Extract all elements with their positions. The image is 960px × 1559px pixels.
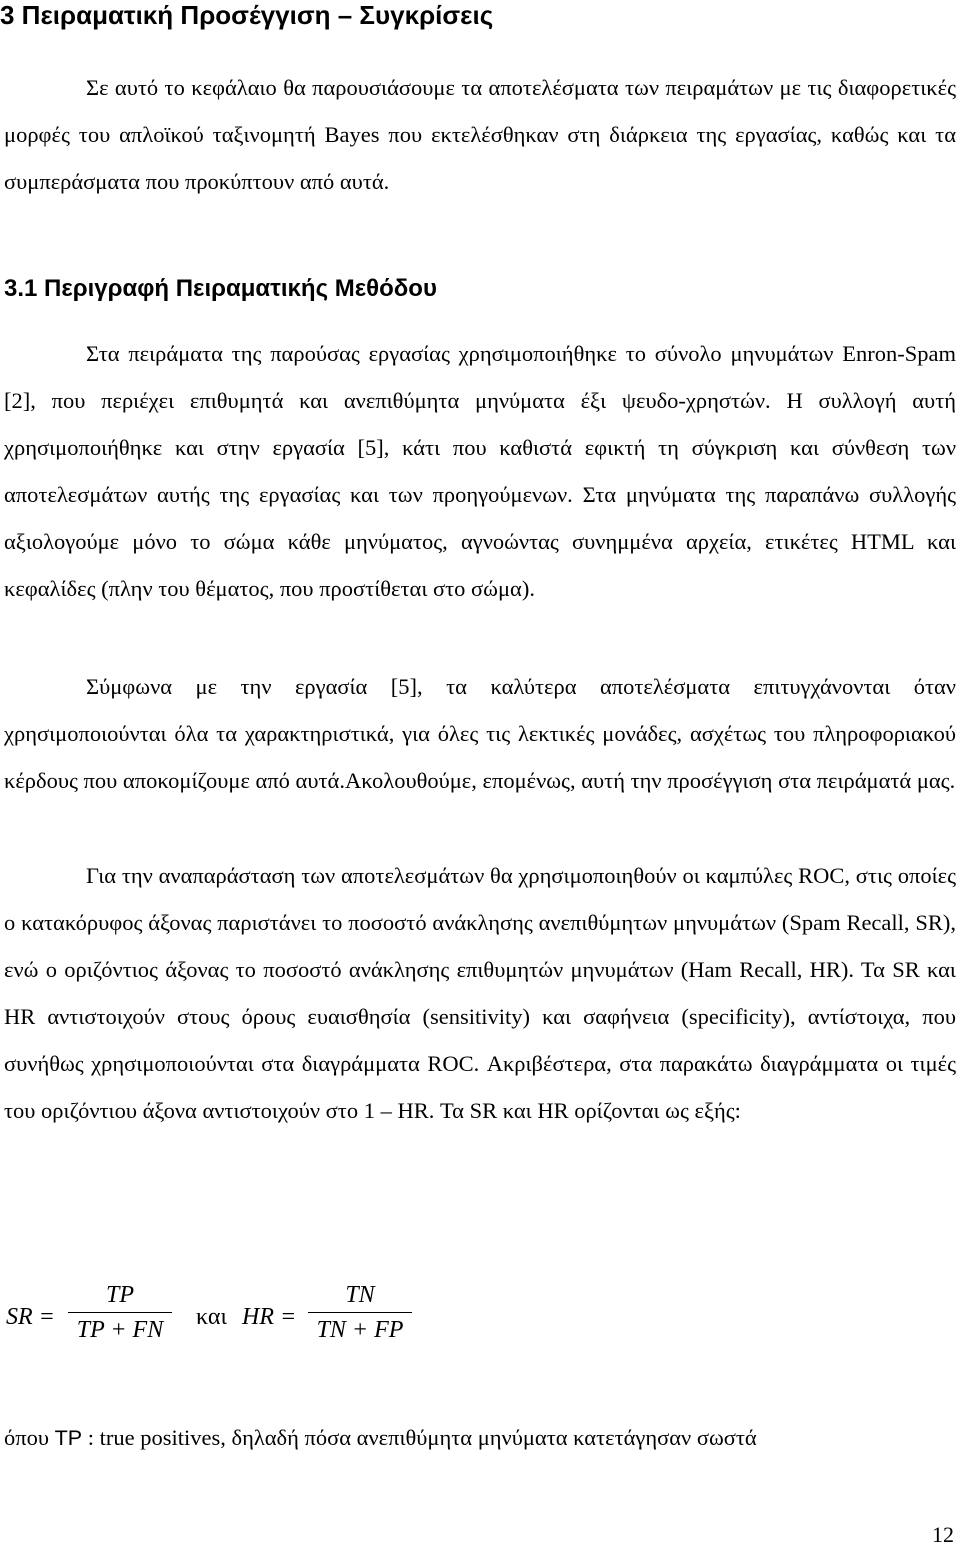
hr-denominator: TN + FP xyxy=(316,1317,404,1343)
paragraph-1 xyxy=(4,330,956,612)
hr-fraction xyxy=(308,1280,412,1345)
conjunction-kai: και xyxy=(196,1304,227,1330)
sr-lhs: SR = xyxy=(6,1304,55,1330)
page-number: 12 xyxy=(932,1522,954,1547)
chapter-heading: 3 Πειραματική Προσέγγιση – Συγκρίσεις xyxy=(0,0,494,30)
hr-numerator: TN xyxy=(345,1282,375,1308)
definition-line xyxy=(4,1420,956,1456)
paragraph-2-text: Σύμφωνα με την εργασία [5], τα καλύτερα αποτελέσματα επιτυγχάνονται όταν χρησιμοποιούνται όλα τα χαρακτηριστικά, για όλες τις λεκτικές μονάδες, ασχέτως του πληροφοριακού κέρδους που αποκομίζουμε από αυτά.Ακολουθούμε, επομένως, αυτή την προσέγγιση στα πειράματά μας. xyxy=(4,674,956,793)
paragraph-2 xyxy=(4,663,956,804)
definition-prefix: όπου xyxy=(4,1425,49,1450)
section-heading: 3.1 Περιγραφή Πειραματικής Μεθόδου xyxy=(4,275,437,302)
sr-numerator: TP xyxy=(105,1282,134,1308)
recall-formulas xyxy=(4,1280,604,1360)
definition-term: TP xyxy=(54,1426,83,1450)
hr-lhs: HR = xyxy=(242,1304,297,1330)
intro-text: Σε αυτό το κεφάλαιο θα παρουσιάσουμε τα αποτελέσματα των πειραμάτων με τις διαφορετικές μορφές του απλοϊκού ταξινομητή Bayes που εκτελέσθηκαν στη διάρκεια της εργασίας, καθώς και τα συμπεράσματα που προκύπτουν από αυτά. xyxy=(4,75,956,194)
paragraph-3-text: Για την αναπαράσταση των αποτελεσμάτων θα χρησιμοποιηθούν οι καμπύλες ROC, στις οποίες ο κατακόρυφος άξονας παριστάνει το ποσοστό ανάκλησης ανεπιθύμητων μηνυμάτων (Spam Recall, SR), ενώ ο οριζόντιος άξονας το ποσοστό ανάκλησης επιθυμητών μηνυμάτων (Ham Recall, HR). Τα SR και HR αντιστοιχούν στους όρους ευαισθησία (sensitivity) και σαφήνεια (specificity), αντίστοιχα, που συνήθως χρησιμοποιούνται στα διαγράμματα ROC. Ακριβέστερα, στα παρακάτω διαγράμματα οι τιμές του οριζόντιου άξονα αντιστοιχούν στο 1 – HR. Τα SR και HR ορίζονται ως εξής: xyxy=(4,863,956,1123)
intro-paragraph xyxy=(4,64,956,205)
paragraph-3 xyxy=(4,852,956,1134)
sr-fraction xyxy=(68,1280,172,1345)
paragraph-1-text: Στα πειράματα της παρούσας εργασίας χρησιμοποιήθηκε το σύνολο μηνυμάτων Enron-Spam [2], που περιέχει επιθυμητά και ανεπιθύμητα μηνύματα έξι ψευδο-χρηστών. Η συλλογή αυτή χρησιμοποιήθηκε και στην εργασία [5], κάτι που καθιστά εφικτή τη σύγκριση και σύνθεση των αποτελεσμάτων αυτής της εργασίας και των προηγούμενων. Στα μηνύματα της παραπάνω συλλογής αξιολογούμε μόνο το σώμα κάθε μηνύματος, αγνοώντας συνημμένα αρχεία, ετικέτες HTML και κεφαλίδες (πλην του θέματος, που προστίθεται στο σώμα). xyxy=(4,341,956,601)
fraction-bar xyxy=(308,1312,412,1313)
definition-text: : true positives, δηλαδή πόσα ανεπιθύμητα μηνύματα κατετάγησαν σωστά xyxy=(82,1425,757,1450)
sr-denominator: TP + FN xyxy=(76,1317,164,1343)
fraction-bar xyxy=(68,1312,172,1313)
